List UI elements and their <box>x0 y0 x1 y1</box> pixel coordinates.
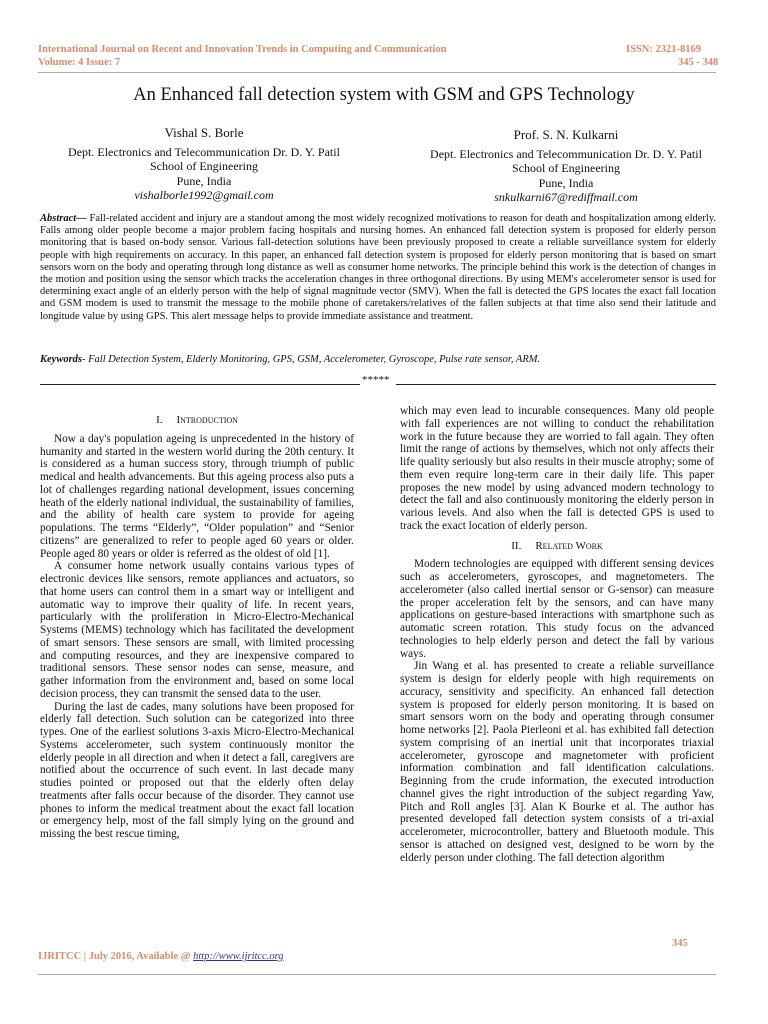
author-school: School of Engineering <box>512 161 620 175</box>
author-email: vishalborle1992@gmail.com <box>134 188 274 202</box>
paragraph: A consumer home network usually contains various types of electronic devices like sensors, remote appliances and actuators, so that home users can control them in a smart way or intelligent and automatic way to improve their quality of life. In recent years, particularly with the proliferation in Micro-Electro-Mechanical Systems (MEMS) technology which has facilitated the development of smart sensors. These sensors are small, with limited processing and computing resources, and they are inexpensive compared to traditional sensors. These sensor nodes can sense, measure, and gather information from the environment and, based on some local decision process, they can transmit the sensed data to the user. <box>40 560 354 700</box>
section-title: Related Work <box>535 539 603 552</box>
author-city: Pune, India <box>538 175 594 190</box>
journal-pages: 345 - 348 <box>678 57 719 68</box>
abstract-text: Fall-related accident and injury are a standout among the most widely recognized motivations to reason for death and hospitalization among elderly. Falls among older people become a major problem facing hospitals and nursing homes. An enhanced fall detection system is proposed for elderly person monitoring that is based on-body sensor. Various fall-detection solutions have been previously proposed to create a reliable surveillance system for elderly people with high requirements on accuracy. In this paper, an enhanced fall detection system is proposed for elderly person monitoring that is based on smart sensors worn on the body and operating through long distance as well as consumer home networks. The principle behind this work is the detection of changes in the motion and position using the sensor which tracks the acceleration changes in three orthogonal directions. By using MEM's accelerometer sensor is used for determining exact angle of an elderly person with the help of signal magnitude vector (SMV). When the fall is detected the GPS locates the exact fall location and GSM modem is used to transmit the message to the mobile phone of caretakers/relatives of the fallen subjects at that time also send their latitude and longitude value by using GPS. This alert message helps to provide immediate assistance and treatment. <box>40 213 717 322</box>
paragraph: Modern technologies are equipped with different sensing devices such as accelerometers, gyroscopes, and magnetometers. The accelerometer (also called inertial sensor or G-sensor) can measure the proper acceleration felt by the sensors, and can have many applications on gesture-based interactions with smartphone such as automatic screen rotation. This study focus on the advanced technologies to help elderly person and detect the fall by various ways. <box>400 558 714 660</box>
keywords <box>40 353 716 366</box>
section-heading-related-work <box>400 540 714 553</box>
author-block-2 <box>396 128 736 205</box>
section-separator <box>40 374 716 388</box>
keywords-label: Keywords <box>40 354 82 365</box>
footer-rule <box>38 974 716 975</box>
abstract <box>40 213 716 323</box>
author-block-1 <box>34 126 374 203</box>
paragraph: Now a day's population ageing is unprecedented in the history of humanity and started in the western world during the 20th century. It is considered as a human success story, through triumph of public medical and health advancements. But this ageing process also puts a lot of challenges regarding national development, issues concerning heath of the elderly national individual, the sustainability of families, and the ability of health care system to provide for ageing populations. The terms “Elderly”, “Older population” and “Senior citizens” are generalized to refer to people aged 60 years or older. People aged 80 years or older is referred as the oldest of old [1]. <box>40 432 354 560</box>
author-dept: Dept. Electronics and Telecommunication Dr. D. Y. Patil <box>430 146 702 161</box>
section-heading-introduction <box>40 414 354 427</box>
author-name: Prof. S. N. Kulkarni <box>513 127 619 142</box>
author-name: Vishal S. Borle <box>164 125 244 140</box>
separator-stars: ***** <box>362 374 390 386</box>
journal-name: International Journal on Recent and Innovation Trends in Computing and Communication <box>38 44 447 55</box>
right-column <box>400 405 714 864</box>
separator-line-right <box>396 384 716 385</box>
paper-title: An Enhanced fall detection system with GSM and GPS Technology <box>133 85 635 105</box>
keywords-text: - Fall Detection System, Elderly Monitoring, GPS, GSM, Accelerometer, Gyroscope, Pulse rate sensor, ARM. <box>82 354 541 365</box>
author-city: Pune, India <box>176 173 232 188</box>
journal-volume: Volume: 4 Issue: 7 <box>38 57 121 68</box>
footer-text: IJRITCC | July 2016, Available @ <box>38 951 194 962</box>
section-number: I. <box>156 414 163 426</box>
journal-link[interactable]: http://www.ijritcc.org <box>193 951 284 962</box>
paragraph: During the last de cades, many solutions have been proposed for elderly fall detection. Such solution can be categorized into three types. One of the earliest solutions 3-axis Micro-Electro-Mechanical Systems accelerometer, such system continuously monitor the elderly people in all direction and when it detect a fall, caregivers are notified about the occurrence of such event. In last decade many studies pointed or proposed out that the elderly often delay treatments after falls occur because of the disorder. They cannot use phones to inform the medical treatment about the exact fall location or emergency help, most of the fall simply lying on the ground and missing the best rescue timing, <box>40 700 354 840</box>
left-column <box>40 414 354 841</box>
journal-issn: ISSN: 2321-8169 <box>626 44 701 55</box>
author-email: snkulkarni67@rediffmail.com <box>494 190 638 204</box>
paragraph: which may even lead to incurable consequences. Many old people with fall experiences are not willing to conduct the rehabilitation work in the future because they are worried to fall again. They often limit the range of actions by themselves, which not only affects their life quality seriously but also results in their muscle atrophy; some of them even require long-term care in their daily life. This paper proposes the new model by using advanced modern technology to detect the fall and also continuously monitoring the elderly person in various levels. And also when the fall is detected GPS is used to track the exact location of elderly person. <box>400 405 714 532</box>
page-number: 345 <box>672 938 688 949</box>
footer <box>38 951 284 962</box>
author-school: School of Engineering <box>150 159 258 173</box>
section-number: II. <box>511 539 522 552</box>
separator-line-left <box>40 384 360 385</box>
paragraph: Jin Wang et al. has presented to create a reliable surveillance system is design for elderly people with high requirements on accuracy, sensitivity and specificity. An enhanced fall detection system is proposed for elderly person monitoring. It is based on smart sensors worn on the body and operating through consumer home networks [2]. Paola Pierleoni et al. has exhibited fall detection system comprising of an inertial unit that incorporates triaxial accelerometer, gyroscope and magnetometer with proficient information combination and fall identification calculations. Beginning from the crude information, the executed introduction channel gives the right introduction of the subject regarding Yaw, Pitch and Roll angles [3]. Alan K Bourke et al. The author has presented developed fall detection system consists of a tri-axial accelerometer, microcontroller, battery and Bluetooth module. This sensor is attached on designed vest, designed to be worn by the elderly person under clothing. The fall detection algorithm <box>400 660 714 864</box>
author-dept: Dept. Electronics and Telecommunication Dr. D. Y. Patil <box>68 144 340 159</box>
header-rule <box>38 72 716 73</box>
abstract-label: Abstract— <box>40 213 87 224</box>
section-title: Introduction <box>176 414 238 426</box>
